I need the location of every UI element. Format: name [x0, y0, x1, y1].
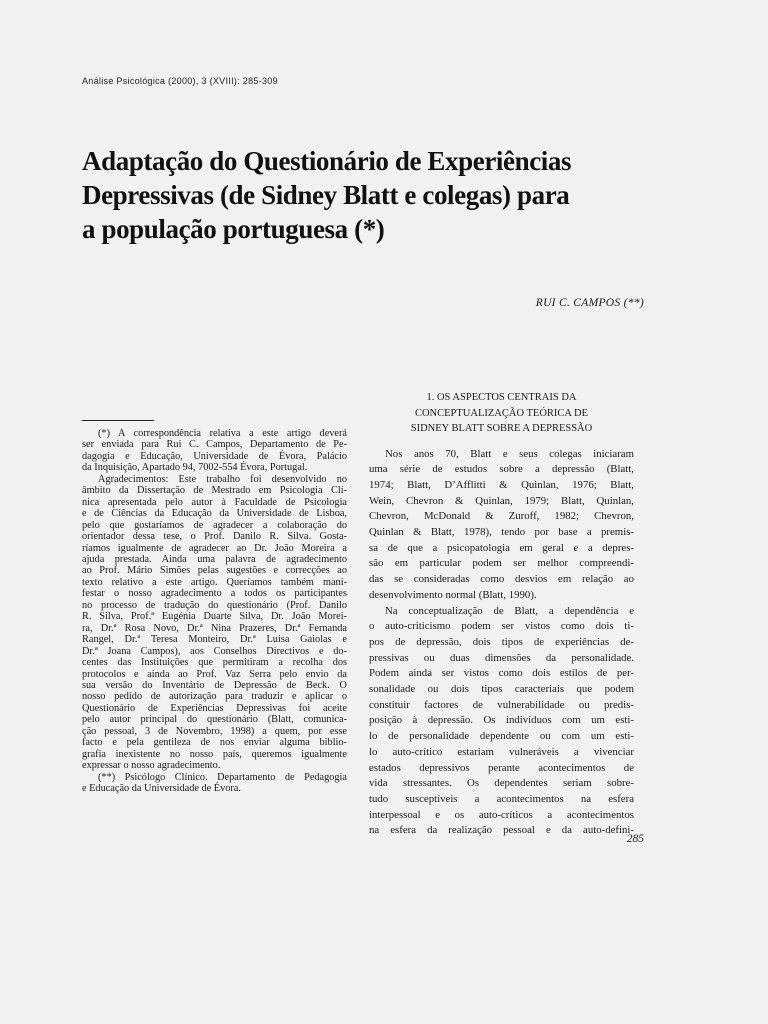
footnote-line: grafia inexistente no nosso país, queremos igualmente [82, 748, 347, 760]
footnote-line: texto relativo a este artigo. Queríamos também mani- [82, 576, 347, 588]
body-line: constituir factores de vulnerabilidade ou predis- [369, 698, 634, 711]
footnote-line: facto e pela gentileza de nos enviar alguma biblio- [82, 737, 347, 749]
footnote-line: ser enviada para Rui C. Campos, Departamento de Pe- [82, 439, 347, 451]
footnote-line: dagogia e Educação, Universidade de Évora, Palácio [82, 450, 347, 462]
author-name: RUI C. CAMPOS (**) [535, 297, 644, 309]
footnote-line: ao Prof. Mário Simões pelas sugestões e correcções ao [82, 565, 347, 577]
footnote-line: pelo que gostaríamos de agradecer a colaboração do [82, 519, 347, 531]
heading-line: CONCEPTUALIZAÇÃO TEÓRICA DE [414, 407, 589, 419]
title-line: Depressivas (de Sidney Blatt e colegas) para [82, 180, 570, 210]
footnote-line: nosso pedido de autorização para traduzir e aplicar o [82, 691, 347, 703]
body-column [369, 390, 634, 839]
body-line: pos de depressão, dois tipos de experiências de- [369, 635, 634, 648]
article-title [82, 144, 682, 246]
footnote-line: nica apresentada pelo autor à Faculdade de Psicologia [82, 496, 347, 508]
footnote-line: pelo autor principal do questionário (Blatt, comunica- [82, 714, 347, 726]
body-line: 1974; Blatt, D’Afflitti & Quinlan, 1976; Blatt, [369, 478, 634, 491]
footnote-line: R. Silva, Prof.ª Eugénia Duarte Silva, Dr. João Morei- [82, 611, 347, 623]
body-line: Na conceptualização de Blatt, a dependência e [385, 604, 634, 617]
footnote-line: âmbito da Dissertação de Mestrado em Psicologia Clí- [82, 485, 347, 497]
body-line: sonalidade ou dois tipos caracteriais que podem [369, 683, 634, 696]
journal-header: Análise Psicológica (2000), 3 (XVIII): 285-309 [82, 76, 278, 86]
footnote-line: ajuda prestada. Ainda uma palavra de agradecimento [82, 553, 347, 565]
body-line: lo de personalidade dependente ou com um esti- [369, 730, 634, 743]
body-line: na esfera da realização pessoal e da auto-defini- [369, 824, 634, 837]
footnote-line: orientador dessa tese, o Prof. Danilo R. Silva. Gosta- [82, 531, 347, 543]
footnote-line: festar o nosso agradecimento a todos os participantes [82, 588, 347, 600]
footnote-line: sua versão do Inventário de Depressão de Beck. O [82, 679, 347, 691]
footnote-line: no processo de tradução do questionário (Prof. Danilo [82, 599, 347, 611]
body-line: lo auto-crítico estariam vulneráveis a vivenciar [369, 745, 634, 758]
body-line: das se consideradas como desvios em relação ao [369, 573, 634, 586]
footnote-line: Dr.ª Joana Campos), aos Conselhos Directivos e do- [82, 645, 347, 657]
footnote-line: da Inquisição, Apartado 94, 7002-554 Évora, Portugal. [82, 462, 308, 474]
footnote-line: e de Ciências da Educação da Universidade de Lisboa, [82, 508, 347, 520]
body-line: pressivas ou duas dimensões da personalidade. [369, 651, 634, 664]
footnote-line: centes das Instituições que permitiram a recolha dos [82, 657, 347, 669]
page-number: 285 [626, 833, 644, 845]
heading-line: SIDNEY BLATT SOBRE A DEPRESSÃO [410, 423, 593, 434]
footnote-line: Questionário de Experiências Depressivas foi aceite [82, 702, 347, 714]
footnote-rule [82, 420, 154, 421]
footnote-line: Agradecimentos: Este trabalho foi desenvolvido no [98, 473, 347, 485]
body-line: Quinlan & Blatt, 1978), tendo por base a premis- [369, 526, 634, 539]
section-heading [369, 390, 634, 437]
body-line: Wein, Chevron & Quinlan, 1979; Blatt, Quinlan, [369, 494, 634, 507]
body-line: o auto-criticismo podem ser vistos como dois ti- [369, 620, 634, 633]
title-line: Adaptação do Questionário de Experiências [82, 146, 572, 176]
footnote-line: (*) A correspondência relativa a este artigo deverá [98, 428, 347, 439]
body-line: estados depressivos perante acontecimentos de [369, 761, 634, 774]
footnote-line: e Educação da Universidade de Évora. [82, 783, 241, 795]
footnote-line: expressar o nosso agradecimento. [82, 760, 221, 772]
body-line: Nos anos 70, Blatt e seus colegas iniciaram [385, 447, 634, 460]
body-line: desenvolvimento normal (Blatt, 1990). [369, 588, 537, 601]
footnote-line: (**) Psicólogo Clínico. Departamento de Pedagogia [98, 771, 347, 783]
body-line: uma série de estudos sobre a depressão (Blatt, [369, 463, 634, 476]
footnotes-column [82, 428, 347, 795]
footnote-line: ção pessoal, 3 de Novembro, 1998) a quem, por esse [82, 725, 347, 737]
body-line: interpessoal e os auto-críticos a acontecimentos [369, 808, 634, 821]
title-line: a população portuguesa (*) [82, 214, 385, 244]
body-line: tudo susceptíveis a acontecimentos na esfera [369, 792, 634, 805]
body-line: posição à depressão. Os indivíduos com um esti- [369, 714, 634, 727]
footnote-line: Rangel, Dr.ª Teresa Monteiro, Dr.ª Luisa Gaiolas e [82, 634, 347, 646]
footnote-line: ra, Dr.ª Rosa Novo, Dr.ª Nina Prazeres, Dr.ª Fernanda [82, 622, 347, 634]
body-line: são em particular podem ser melhor compreendi- [369, 557, 634, 570]
body-line: sa de que a psicopatologia em geral e a depres- [369, 541, 634, 554]
body-line: Chevron, McDonald & Zuroff, 1982; Chevron, [369, 510, 634, 523]
heading-line: 1. OS ASPECTOS CENTRAIS DA [426, 392, 577, 403]
footnote-line: ríamos igualmente de agradecer ao Dr. João Moreira a [82, 542, 347, 554]
footnote-line: protocolos e ainda ao Prof. Vaz Serra pelo envio da [82, 668, 347, 680]
body-line: Podem ainda ser vistos como dois estilos de per- [369, 667, 634, 680]
body-line: vida stressantes. Os dependentes seriam sobre- [369, 777, 634, 790]
